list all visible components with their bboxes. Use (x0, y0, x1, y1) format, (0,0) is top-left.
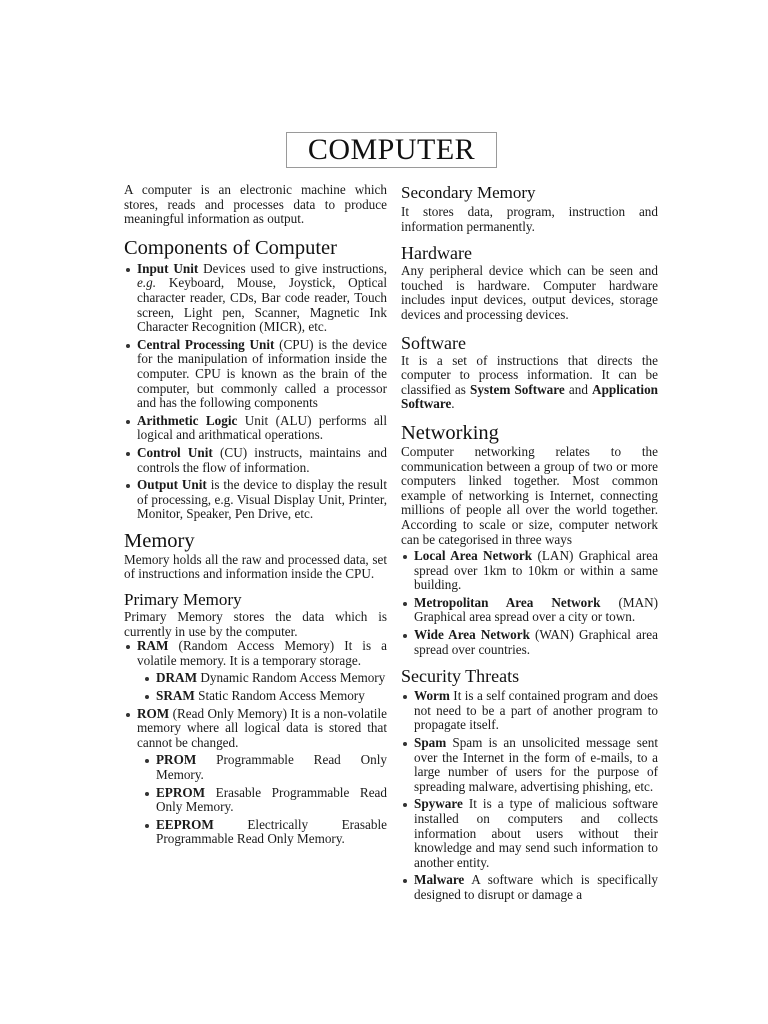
page-title-box (286, 132, 497, 168)
list-item: ROM (Read Only Memory) It is a non-volatile memory where all logical data is stored that cannot be changed. PROM Programmable Read Only Memory. EPROM Erasable Programmable Read Only Memory. EEPROM Electrically Erasable Programmable Read Only Memory. (124, 707, 387, 847)
components-heading: Components of Computer (124, 236, 337, 259)
list-item: Local Area Network (LAN) Graphical area spread over 1km to 10km or within a same building. (401, 549, 658, 593)
primary-memory-paragraph: Primary Memory stores the data which is currently in use by the computer. (124, 609, 387, 639)
list-item: Malware A software which is specifically designed to disrupt or damage a (401, 873, 658, 902)
intro-paragraph: A computer is an electronic machine which stores, reads and processes data to produce meaningful information as output. (124, 182, 387, 227)
list-item: Output Unit is the device to display the result of processing, e.g. Visual Display Unit, Printer, Monitor, Speaker, Pen Drive, etc. (124, 478, 387, 522)
primary-memory-list (124, 639, 387, 847)
memory-heading: Memory (124, 529, 195, 552)
list-item: Central Processing Unit (CPU) is the device for the manipulation of information inside the computer. CPU is known as the brain of the computer, but commonly called a processor and has the following components (124, 338, 387, 411)
hardware-paragraph: Any peripheral device which can be seen and touched is hardware. Computer hardware includes input devices, output devices, storage devices and processing devices. (401, 263, 658, 322)
security-threats-list (401, 689, 658, 902)
list-item: EEPROM Electrically Erasable Programmable Read Only Memory. (143, 818, 387, 847)
right-column (401, 183, 658, 906)
left-column (124, 183, 387, 850)
software-paragraph: It is a set of instructions that directs the computer to process information. It can be classified as System Software and Application Software. (401, 352, 658, 412)
primary-memory-heading: Primary Memory (124, 590, 242, 610)
list-item: Control Unit (CU) instructs, maintains and controls the flow of information. (124, 446, 387, 475)
list-item: PROM Programmable Read Only Memory. (143, 753, 387, 782)
components-list (124, 262, 387, 522)
list-item: RAM (Random Access Memory) It is a volatile memory. It is a temporary storage. DRAM Dynamic Random Access Memory SRAM Static Random Access Memory (124, 639, 387, 703)
list-item: DRAM Dynamic Random Access Memory (143, 671, 387, 686)
list-item: Spyware It is a type of malicious software installed on computers and collects information about users without their knowledge and may send such information to another entity. (401, 797, 658, 870)
secondary-memory-paragraph: It stores data, program, instruction and information permanently. (401, 204, 658, 234)
ram-sublist (137, 671, 387, 703)
software-heading: Software (401, 332, 466, 353)
list-item: Wide Area Network (WAN) Graphical area spread over countries. (401, 628, 658, 657)
list-item: EPROM Erasable Programmable Read Only Memory. (143, 786, 387, 815)
list-item: Worm It is a self contained program and does not need to be a part of another program to propagate itself. (401, 689, 658, 733)
page-title: COMPUTER (307, 133, 476, 166)
memory-paragraph: Memory holds all the raw and processed data, set of instructions and information inside the CPU. (124, 551, 387, 582)
networking-heading: Networking (401, 421, 499, 444)
hardware-heading: Hardware (401, 243, 472, 264)
rom-sublist (137, 753, 387, 847)
networking-paragraph: Computer networking relates to the communication between a group of two or more computers linked together. Most common example of networking is Internet, connecting millions of people all over the world together. According to scale or size, computer network can be categorised in three ways (401, 443, 658, 547)
security-threats-heading: Security Threats (401, 666, 520, 687)
secondary-memory-heading: Secondary Memory (401, 183, 536, 202)
networking-list (401, 549, 658, 657)
list-item: Metropolitan Area Network (MAN) Graphical area spread over a city or town. (401, 596, 658, 625)
list-item: Input Unit Devices used to give instructions, e.g. Keyboard, Mouse, Joystick, Optical character reader, CDs, Bar code reader, Touch screen, Light pen, Scanner, Magnetic Ink Character Recognition (MICR), etc. (124, 262, 387, 335)
list-item: Spam Spam is an unsolicited message sent over the Internet in the form of e-mails, to a large number of users for the purpose of spreading malware, advertising phishing, etc. (401, 736, 658, 794)
list-item: Arithmetic Logic Unit (ALU) performs all logical and arithmatical operations. (124, 414, 387, 443)
list-item: SRAM Static Random Access Memory (143, 689, 387, 704)
